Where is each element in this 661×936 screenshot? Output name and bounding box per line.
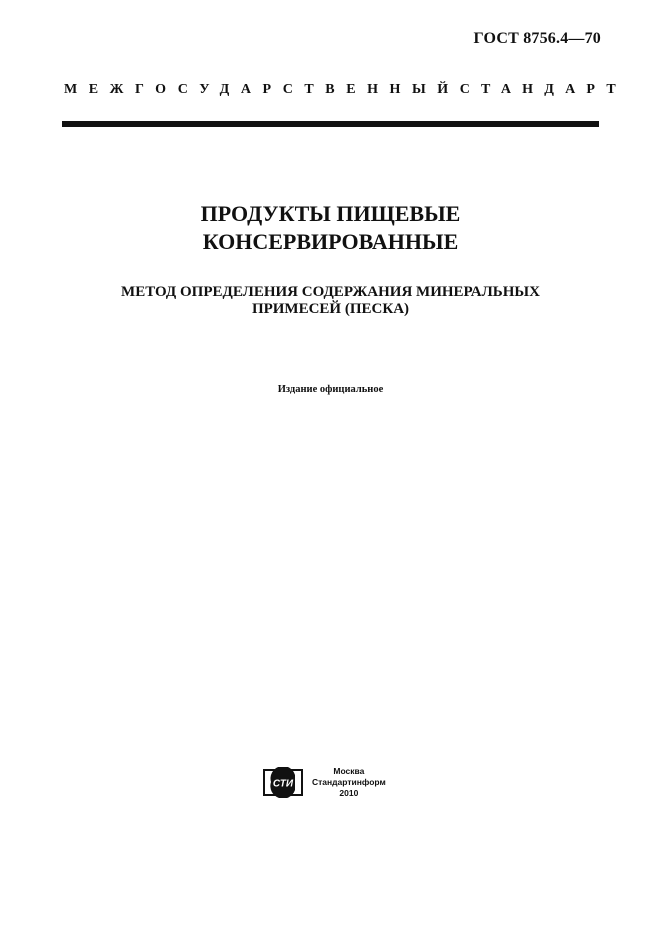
interstate-word: МЕЖГОСУДАРСТВЕННЫЙ [64,82,460,97]
publisher-block [262,766,386,799]
publisher-text [312,766,386,799]
standartinform-logo-icon [262,767,304,798]
title-line-1: ПРОДУКТЫ ПИЩЕВЫЕ [200,201,461,226]
publisher-city: Москва [333,766,365,776]
document-title [0,200,661,256]
standard-word: СТАНДАРТ [459,82,627,97]
document-subtitle [60,284,601,318]
title-line-2: КОНСЕРВИРОВАННЫЕ [202,229,459,254]
interstate-standard-heading [64,82,627,98]
publisher-year: 2010 [339,788,359,798]
svg-text:СТИ: СТИ [272,778,294,790]
subtitle-line-1: МЕТОД ОПРЕДЕЛЕНИЯ СОДЕРЖАНИЯ МИНЕРАЛЬНЫХ [121,284,540,300]
edition-note: Издание официальное [277,384,384,395]
subtitle-line-2: ПРИМЕСЕЙ (ПЕСКА) [251,301,410,317]
standard-number: ГОСТ 8756.4—70 [473,30,601,47]
heading-rule [62,121,599,127]
publisher-name: Стандартинформ [312,777,386,787]
